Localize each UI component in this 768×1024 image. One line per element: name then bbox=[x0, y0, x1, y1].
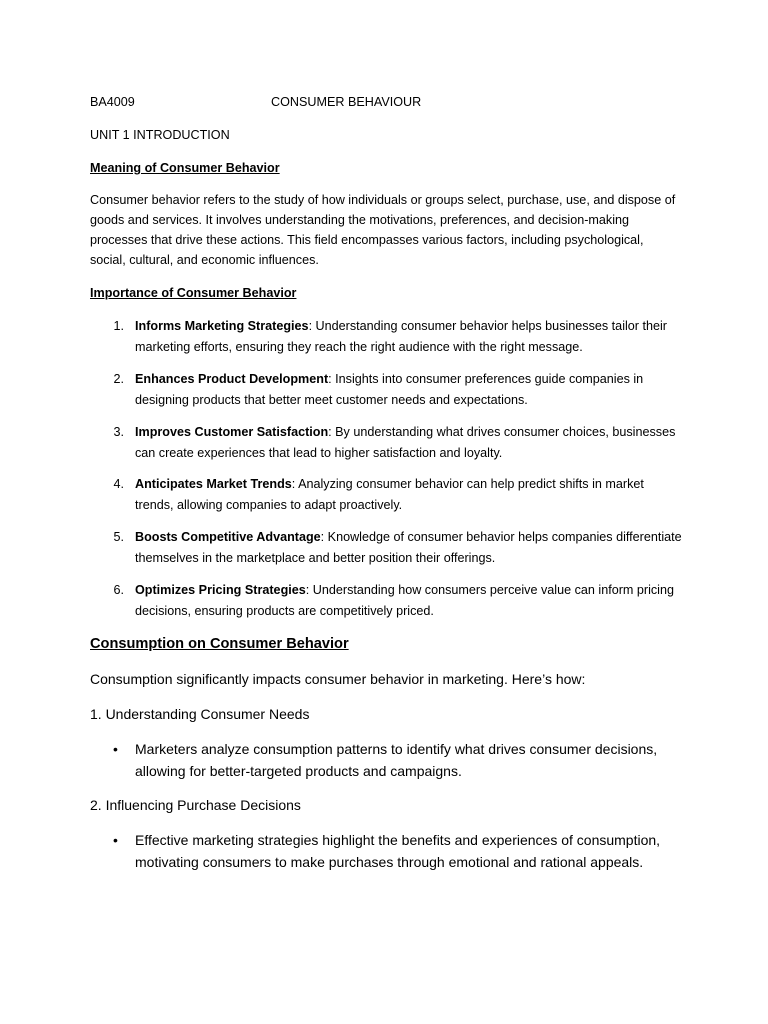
item-term: Boosts Competitive Advantage bbox=[135, 530, 321, 544]
consumption-intro: Consumption significantly impacts consumer behavior in marketing. Here’s how: bbox=[90, 671, 586, 687]
bullet-text: Effective marketing strategies highlight the benefits and experiences of consumption, bbox=[135, 832, 661, 848]
item-description-cont: can create experiences that lead to higher satisfaction and loyalty. bbox=[135, 445, 503, 460]
meaning-heading: Meaning of Consumer Behavior bbox=[90, 161, 280, 175]
item-description: : Understanding how consumers perceive value can inform pricing bbox=[305, 583, 674, 597]
bullet-icon: • bbox=[113, 741, 118, 757]
meaning-line: social, cultural, and economic influences. bbox=[90, 253, 319, 267]
item-description-cont: trends, allowing companies to adapt proactively. bbox=[135, 497, 403, 512]
unit-title: UNIT 1 INTRODUCTION bbox=[90, 128, 230, 142]
item-term: Improves Customer Satisfaction bbox=[135, 425, 329, 439]
consumption-heading: Consumption on Consumer Behavior bbox=[90, 636, 349, 652]
item-description: : Knowledge of consumer behavior helps companies differentiate bbox=[320, 530, 682, 544]
item-number: 4. bbox=[113, 477, 124, 491]
item-term: Informs Marketing Strategies bbox=[135, 319, 309, 333]
item-number: 3. bbox=[113, 425, 124, 439]
meaning-line: processes that drive these actions. This field encompasses various factors, including psychological, bbox=[90, 233, 644, 247]
item-description-cont: marketing efforts, ensuring they reach the right audience with the right message. bbox=[135, 339, 583, 354]
bullet-text: Marketers analyze consumption patterns to identify what drives consumer decisions, bbox=[135, 741, 658, 757]
bullet-text: allowing for better-targeted products and campaigns. bbox=[135, 763, 462, 779]
meaning-paragraph bbox=[90, 190, 690, 270]
bullet-text: motivating consumers to make purchases through emotional and rational appeals. bbox=[135, 854, 644, 870]
item-description: : Understanding consumer behavior helps businesses tailor their bbox=[308, 319, 667, 333]
subsection-title: 2. Influencing Purchase Decisions bbox=[90, 797, 301, 813]
item-description-cont: themselves in the marketplace and better position their offerings. bbox=[135, 550, 496, 565]
course-code: BA4009 bbox=[90, 95, 135, 109]
subsection-title: 1. Understanding Consumer Needs bbox=[90, 706, 310, 722]
item-term: Optimizes Pricing Strategies bbox=[135, 583, 306, 597]
item-term: Anticipates Market Trends bbox=[135, 477, 292, 491]
item-description: : Insights into consumer preferences guide companies in bbox=[328, 372, 644, 386]
bullet-icon: • bbox=[113, 832, 118, 848]
importance-heading: Importance of Consumer Behavior bbox=[90, 286, 297, 300]
item-number: 6. bbox=[113, 583, 124, 597]
meaning-line: Consumer behavior refers to the study of how individuals or groups select, purchase, use, and dispose of bbox=[90, 193, 676, 207]
item-number: 1. bbox=[113, 319, 124, 333]
item-number: 5. bbox=[113, 530, 124, 544]
item-number: 2. bbox=[113, 372, 124, 386]
item-description-cont: designing products that better meet customer needs and expectations. bbox=[135, 392, 528, 407]
meaning-line: goods and services. It involves understanding the motivations, preferences, and decision-making bbox=[90, 213, 630, 227]
item-description-cont: decisions, ensuring products are competitively priced. bbox=[135, 603, 434, 618]
item-term: Enhances Product Development bbox=[135, 372, 329, 386]
item-description: : By understanding what drives consumer choices, businesses bbox=[328, 425, 676, 439]
item-description: : Analyzing consumer behavior can help predict shifts in market bbox=[291, 477, 644, 491]
course-title: CONSUMER BEHAVIOUR bbox=[271, 95, 422, 109]
